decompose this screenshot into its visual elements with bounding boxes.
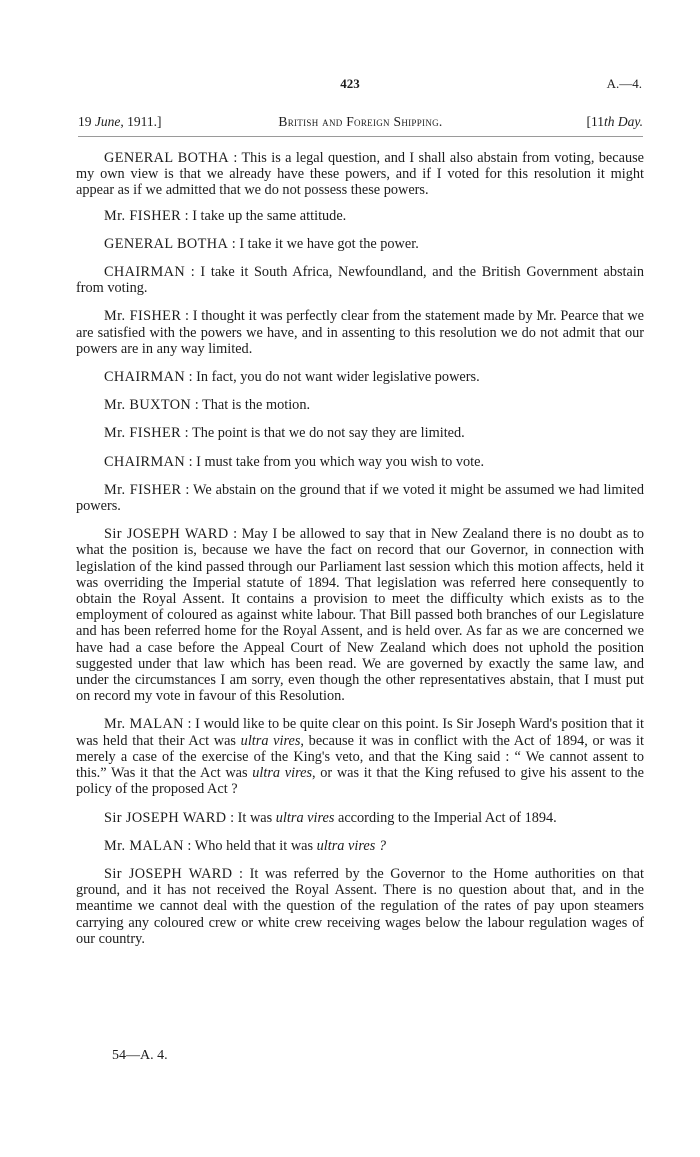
header-date-prefix: 19 bbox=[78, 114, 95, 129]
speaker-name: Mr. MALAN bbox=[104, 837, 184, 854]
header-rule bbox=[78, 136, 643, 137]
paragraph-text: I take up the same attitude. bbox=[192, 207, 347, 224]
speaker-name: CHAIRMAN bbox=[104, 369, 186, 386]
paragraph-malan-1: Mr. MALAN : I would like to be quite clear on this point. Is Sir Joseph Ward's position that it was held that their Act was ultra vires, because it was in conflict with the Act of 1894, or was it merely a case of the exercise of the King's veto, and that the King said : “ We cannot assent to this.” Was it that the Act was ultra vires, or was it that the King refused to give his assent to the policy of the proposed Act ? bbox=[76, 716, 645, 798]
paragraph-text: In fact, you do not want wider legislative powers. bbox=[196, 369, 480, 386]
paragraph-text: , because it was in conflict with the Act of 1894, or was it merely a case of the exercise of the King's veto, and that the King said : “ We cannot assent to this.” Was it that the Act was bbox=[76, 732, 644, 782]
speaker-name: CHAIRMAN bbox=[104, 453, 186, 470]
paragraph-text: I must take from you which way you wish to vote. bbox=[196, 453, 485, 470]
paragraph-text: I would like to be quite clear on this point. Is Sir Joseph Ward's position that it was held that their Act was bbox=[76, 716, 645, 749]
latin-term: ultra vires bbox=[252, 765, 313, 782]
paragraph-chairman-3: CHAIRMAN : I must take from you which way you wish to vote. bbox=[104, 453, 485, 470]
header-day-suffix: th Day. bbox=[604, 114, 643, 129]
header-day-prefix: [11 bbox=[586, 114, 604, 129]
paragraph-fisher-4: Mr. FISHER : We abstain on the ground that if we voted it might be assumed we had limited powers. bbox=[76, 481, 644, 515]
paragraph-chairman-1: CHAIRMAN : I take it South Africa, Newfoundland, and the British Government abstain from voting. bbox=[76, 264, 644, 297]
page-number: 423 bbox=[340, 76, 360, 91]
paragraph-text: That is the motion. bbox=[202, 397, 311, 414]
paragraph-text: The point is that we do not say they are limited. bbox=[191, 425, 465, 442]
paragraph-text: We abstain on the ground that if we voted it might be assumed we had limited powers. bbox=[76, 481, 644, 515]
paragraph-ward-1: Sir JOSEPH WARD : May I be allowed to say that in New Zealand there is no doubt as to what the position is, because we have the fact on record that our Governor, in connection with legislation of the kind passed through our Parliament last session which this motion affects, held it was overriding the Imperial statute of 1894. That legislation was referred here consequently to obtain the Royal Assent. It contains a provision to meet the difficulty which exists as to the employment of coloured as against white labour. That Bill passed both branches of our Legislature and has been referred home for the Royal Assent, and is held over. As far as we are concerned we have had a case before the Appeal Court of New Zealand which does not uphold the position suggested under that law which has been read. We are governed by exactly the same law, and under the circumstances I am sorry, even though the other representatives abstain, that I must put on record my vote in favour of this Resolution. bbox=[76, 526, 644, 705]
speaker-name: Sir JOSEPH WARD bbox=[104, 865, 233, 882]
paper-reference: A.—4. bbox=[606, 76, 642, 91]
paragraph-ward-2: Sir JOSEPH WARD : It was ultra vires according to the Imperial Act of 1894. bbox=[104, 809, 557, 826]
paragraph-text: according to the Imperial Act of 1894. bbox=[334, 809, 557, 826]
paragraph-text: Who held that it was bbox=[194, 837, 317, 854]
paragraph-botha-1: GENERAL BOTHA : This is a legal question, and I shall also abstain from voting, because my own view is that we already have these powers, and if I voted for this resolution it might appear as if we admitted that we do not possess these powers. bbox=[76, 150, 645, 199]
paragraph-botha-2: GENERAL BOTHA : I take it we have got the power. bbox=[104, 235, 419, 252]
header-date-month: June bbox=[94, 114, 121, 129]
paragraph-malan-2: Mr. MALAN : Who held that it was ultra vires ? bbox=[104, 837, 387, 854]
speaker-name: CHAIRMAN bbox=[104, 264, 186, 281]
paragraph-text: I take it South Africa, Newfoundland, and the British Government abstain from voting. bbox=[76, 264, 644, 297]
header-day bbox=[587, 114, 644, 130]
speaker-name: Mr. FISHER bbox=[104, 308, 182, 325]
header-title: British and Foreign Shipping. bbox=[278, 114, 443, 129]
speaker-name: Mr. FISHER bbox=[104, 481, 182, 498]
paragraph-text: I thought it was perfectly clear from the statement made by Mr. Pearce that we are satisfied with the powers we have, and in assenting to this resolution we do not admit that our powers are in any way limited. bbox=[76, 308, 645, 357]
latin-term: ultra vires ? bbox=[316, 837, 387, 854]
latin-term: ultra vires bbox=[275, 809, 335, 826]
speaker-name: GENERAL BOTHA bbox=[104, 150, 229, 166]
paragraph-text: This is a legal question, and I shall also abstain from voting, because my own view is that we already have these powers, and if I voted for this resolution it might appear as if we admitted that we do not possess these powers. bbox=[76, 150, 645, 199]
paragraph-text: I take it we have got the power. bbox=[239, 235, 419, 252]
paragraph-fisher-1: Mr. FISHER : I take up the same attitude. bbox=[104, 207, 347, 224]
speaker-name: Mr. MALAN bbox=[104, 716, 184, 733]
transcript-body bbox=[76, 150, 644, 956]
speaker-name: Sir JOSEPH WARD bbox=[104, 526, 229, 543]
latin-term: ultra vires bbox=[240, 732, 301, 749]
speaker-name: Mr. BUXTON bbox=[104, 397, 192, 414]
paragraph-fisher-2: Mr. FISHER : I thought it was perfectly clear from the statement made by Mr. Pearce that we are satisfied with the powers we have, and in assenting to this resolution we do not admit that our powers are in any way limited. bbox=[76, 308, 645, 357]
paragraph-ward-3: Sir JOSEPH WARD : It was referred by the Governor to the Home authorities on that ground, and it has not received the Royal Assent. There is no question about that, and in the meantime we cannot deal with the question of the regulation of the rates of pay upon steamers carrying any coloured crew or white crew receiving wages below the labour regulation wages of our country. bbox=[76, 865, 644, 947]
speaker-name: Mr. FISHER bbox=[104, 207, 182, 224]
paragraph-chairman-2: CHAIRMAN : In fact, you do not want wider legislative powers. bbox=[104, 369, 480, 386]
speaker-name: GENERAL BOTHA bbox=[104, 235, 229, 252]
speaker-name: Sir JOSEPH WARD bbox=[104, 809, 227, 826]
paragraph-fisher-3: Mr. FISHER : The point is that we do not say they are limited. bbox=[104, 425, 465, 442]
paragraph-text: , or was it that the King refused to give his assent to the policy of the proposed Act ? bbox=[76, 765, 644, 798]
paragraph-text: May I be allowed to say that in New Zealand there is no doubt as to what the position is, because we have the fact on record that our Governor, in connection with legislation of the kind passed through our Parliament last session which this motion affects, held it was overriding the Imperial statute of 1894. That legislation was referred here consequently to obtain the Royal Assent. It contains a provision to meet the difficulty which exists as to the employment of coloured as against white labour. That Bill passed both branches of our Legislature and has been referred home for the Royal Assent, and is held over. As far as we are concerned we have had a case before the Appeal Court of New Zealand which does not uphold the position suggested under that law which has been read. We are governed by exactly the same law, and under the circumstances I am sorry, even though the other representatives abstain, that I must put on record my vote in favour of this Resolution. bbox=[76, 526, 644, 705]
header-date-suffix: , 1911.] bbox=[120, 114, 162, 129]
paragraph-text: It was bbox=[237, 809, 276, 826]
paragraph-buxton-1: Mr. BUXTON : That is the motion. bbox=[104, 397, 311, 414]
paragraph-text: It was referred by the Governor to the Home authorities on that ground, and it has not received the Royal Assent. There is no question about that, and in the meantime we cannot deal with the question of the regulation of the rates of pay upon steamers carrying any coloured crew or white crew receiving wages below the labour regulation wages of our country. bbox=[76, 865, 644, 947]
speaker-name: Mr. FISHER bbox=[104, 425, 182, 442]
signature-mark: 54—A. 4. bbox=[112, 1048, 168, 1063]
